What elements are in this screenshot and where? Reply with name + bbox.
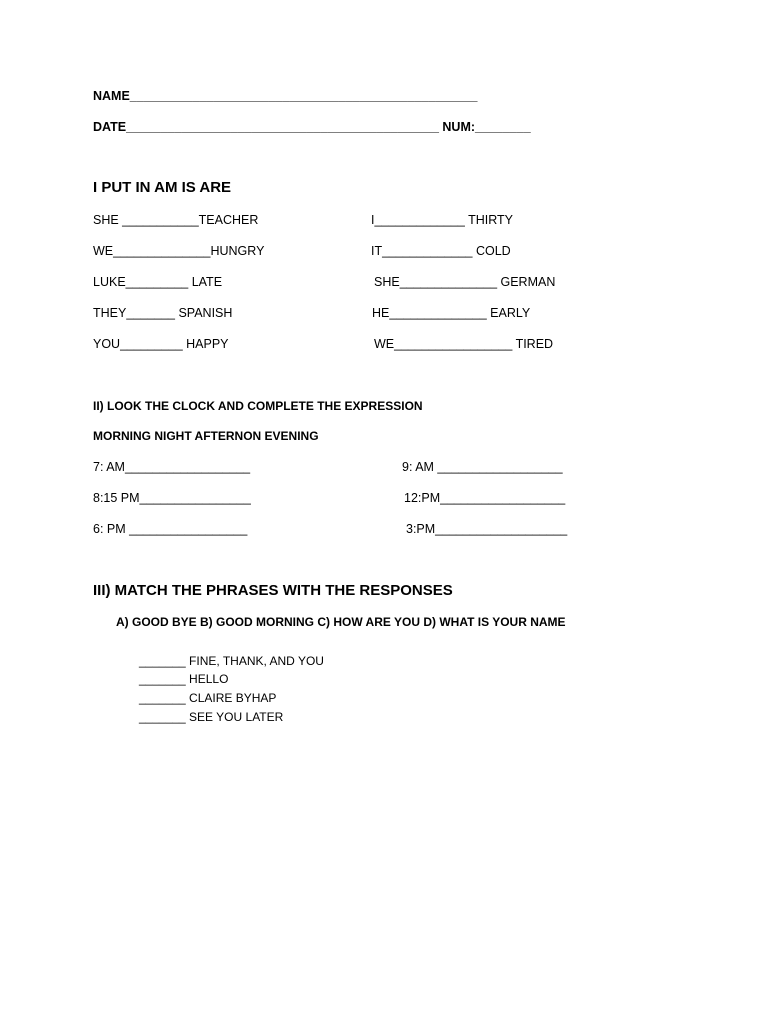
section-1-right-item[interactable]: IT_____________ COLD (371, 244, 511, 258)
section-3-title: III) MATCH THE PHRASES WITH THE RESPONSES (93, 582, 453, 599)
section-3-response-item[interactable]: _______ CLAIRE BYHAP (139, 691, 277, 705)
name-field-line[interactable]: NAME__________________________________________________ (93, 89, 478, 103)
section-2-left-item[interactable]: 7: AM__________________ (93, 460, 251, 474)
section-1-left-item[interactable]: YOU_________ HAPPY (93, 337, 229, 351)
section-3-response-item[interactable]: _______ HELLO (139, 672, 229, 686)
section-1-right-item[interactable]: I_____________ THIRTY (371, 213, 514, 227)
date-num-field-line[interactable]: DATE_____________________________________________ NUM:________ (93, 120, 531, 134)
section-2-title: II) LOOK THE CLOCK AND COMPLETE THE EXPRESSION (93, 399, 423, 413)
section-3-response-item[interactable]: _______ FINE, THANK, AND YOU (139, 654, 324, 668)
section-3-phrase-options: A) GOOD BYE B) GOOD MORNING C) HOW ARE YOU D) WHAT IS YOUR NAME (116, 615, 566, 629)
section-2-left-item[interactable]: 8:15 PM________________ (93, 491, 251, 505)
section-1-left-item[interactable]: WE______________HUNGRY (93, 244, 265, 258)
section-2-left-item[interactable]: 6: PM _________________ (93, 522, 248, 536)
section-2-right-item[interactable]: 12:PM__________________ (404, 491, 566, 505)
section-2-right-item[interactable]: 9: AM __________________ (402, 460, 563, 474)
section-1-right-item[interactable]: HE______________ EARLY (372, 306, 531, 320)
section-1-right-item[interactable]: SHE______________ GERMAN (374, 275, 556, 289)
section-1-left-item[interactable]: THEY_______ SPANISH (93, 306, 233, 320)
section-1-left-item[interactable]: SHE ___________TEACHER (93, 213, 259, 227)
section-3-response-item[interactable]: _______ SEE YOU LATER (139, 710, 284, 724)
section-2-word-options: MORNING NIGHT AFTERNON EVENING (93, 429, 319, 443)
section-1-left-item[interactable]: LUKE_________ LATE (93, 275, 223, 289)
section-1-right-item[interactable]: WE_________________ TIRED (374, 337, 554, 351)
section-1-title: I PUT IN AM IS ARE (93, 179, 232, 196)
section-2-right-item[interactable]: 3:PM___________________ (406, 522, 568, 536)
